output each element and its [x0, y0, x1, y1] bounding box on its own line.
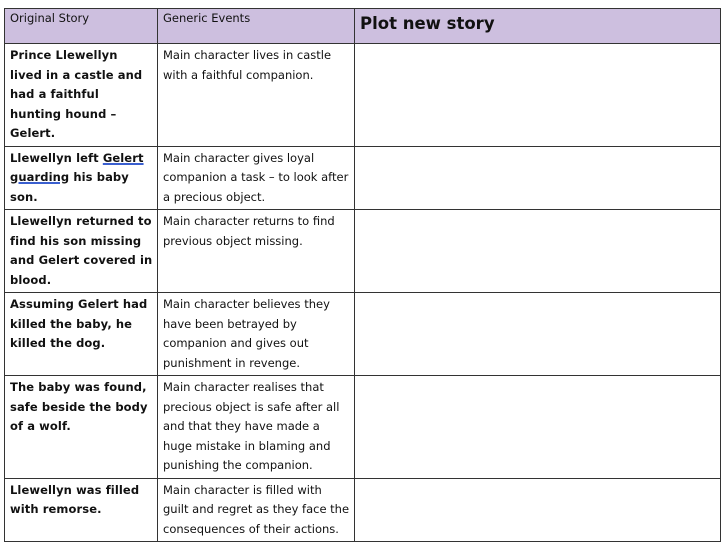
generic-events-cell: Main character returns to find previous object missing. — [158, 210, 355, 293]
generic-events-cell: Main character is filled with guilt and regret as they face the consequences of their actions. — [158, 478, 355, 542]
table-row — [5, 146, 721, 210]
generic-events-cell: Main character believes they have been betrayed by companion and gives out punishment in revenge. — [158, 293, 355, 376]
original-text-after: his baby son. — [10, 170, 129, 204]
original-story-cell: Llewellyn was filled with remorse. — [5, 478, 158, 542]
plot-new-story-cell[interactable] — [355, 293, 721, 376]
original-story-cell: Assuming Gelert had killed the baby, he killed the dog. — [5, 293, 158, 376]
header-original-story: Original Story — [5, 9, 158, 44]
story-table — [4, 8, 721, 542]
plot-new-story-cell[interactable] — [355, 146, 721, 210]
table-row — [5, 478, 721, 542]
table-row — [5, 210, 721, 293]
plot-new-story-cell[interactable] — [355, 210, 721, 293]
header-row — [5, 9, 721, 44]
plot-new-story-cell[interactable] — [355, 44, 721, 147]
spelling-underlined-text: Gelert guarding — [10, 150, 144, 184]
generic-events-cell: Main character lives in castle with a faithful companion. — [158, 44, 355, 147]
generic-events-cell: Main character gives loyal companion a task – to look after a precious object. — [158, 146, 355, 210]
original-story-cell: The baby was found, safe beside the body of a wolf. — [5, 376, 158, 479]
generic-events-cell: Main character realises that precious object is safe after all and that they have made a huge mistake in blaming and punishing the companion. — [158, 376, 355, 479]
plot-new-story-cell[interactable] — [355, 478, 721, 542]
plot-new-story-cell[interactable] — [355, 376, 721, 479]
story-planning-sheet — [4, 8, 720, 536]
header-plot-new-story: Plot new story — [355, 9, 721, 44]
original-story-cell: Prince Llewellyn lived in a castle and had a faithful hunting hound – Gelert. — [5, 44, 158, 147]
table-row — [5, 293, 721, 376]
table-row — [5, 376, 721, 479]
table-row — [5, 44, 721, 147]
original-text-before: Llewellyn left — [10, 150, 103, 165]
original-story-cell — [5, 146, 158, 210]
original-story-cell: Llewellyn returned to find his son missing and Gelert covered in blood. — [5, 210, 158, 293]
header-generic-events: Generic Events — [158, 9, 355, 44]
